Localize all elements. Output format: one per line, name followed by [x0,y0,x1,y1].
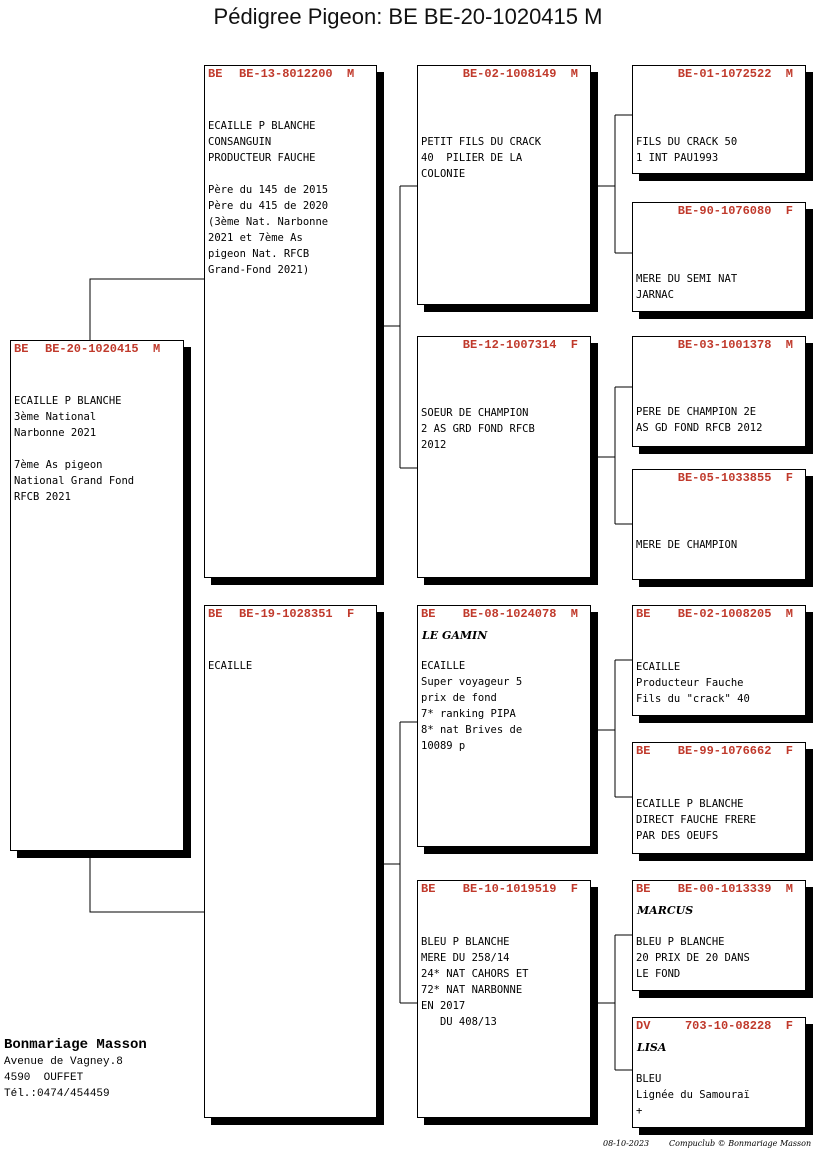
country-code: BE [14,342,29,356]
paternal-granddam-card[interactable] [417,336,591,578]
pigeon-notes: ECAILLE [208,660,253,672]
country-code: BE [636,744,651,758]
maternal-granddam-card[interactable] [417,880,591,1118]
ring-header [633,67,805,123]
sire-card[interactable] [204,65,377,578]
great-grandparent-card-8[interactable] [632,1017,806,1128]
great-grandparent-card-5[interactable] [632,605,806,716]
pigeon-name: MARCUS [637,904,694,917]
ring-number: BE-02-1008205 M [677,607,793,621]
pigeon-notes: MERE DE CHAMPION [636,539,738,551]
ring-number: BE-99-1076662 F [677,744,793,758]
ring-header [418,338,590,394]
great-grandparent-card-6[interactable] [632,742,806,854]
ring-number: BE-08-1024078 M [462,607,578,621]
great-grandparent-card-3[interactable] [632,336,806,447]
ring-number: BE-20-1020415 M [45,342,161,356]
country-code: BE [208,607,223,621]
ring-header [205,607,376,663]
print-date: 08-10-2023 [603,1139,650,1148]
ring-header [633,607,805,663]
ring-number: BE-19-1028351 F [239,607,355,621]
breeder-address-city: 4590 OUFFET [4,1072,84,1084]
country-code: BE [421,607,436,621]
country-code: BE [636,882,651,896]
pigeon-notes: PETIT FILS DU CRACK 40 PILIER DE LA COLONIE [421,136,542,180]
pigeon-name: LISA [637,1041,667,1054]
paternal-grandsire-card[interactable] [417,65,591,305]
country-code: BE [421,882,436,896]
breeder-name: Bonmariage Masson [4,1037,147,1053]
ring-number: BE-12-1007314 F [462,338,578,352]
ring-number: BE-01-1072522 M [677,67,793,81]
page-title: Pédigree Pigeon: BE BE-20-1020415 M [213,4,603,29]
ring-number: BE-13-8012200 M [239,67,355,81]
subject-pigeon-card[interactable] [10,340,184,851]
ring-header [633,204,805,260]
breeder-address-street: Avenue de Vagney.8 [4,1056,123,1068]
ring-header [633,338,805,394]
great-grandparent-card-4[interactable] [632,469,806,580]
country-code: DV [636,1019,651,1033]
pigeon-notes: ECAILLE Super voyageur 5 prix de fond 7* ranking PIPA 8* nat Brives de 10089 p [421,660,523,752]
country-code: BE [636,607,651,621]
ring-number: BE-90-1076080 F [677,204,793,218]
country-code: BE [208,67,223,81]
maternal-grandsire-card[interactable] [417,605,591,847]
pigeon-notes: ECAILLE P BLANCHE 3ème National Narbonne 2021 7ème As pigeon National Grand Fond RFCB 2021 [14,395,135,503]
pigeon-notes: BLEU P BLANCHE 20 PRIX DE 20 DANS LE FOND [636,936,750,980]
pigeon-notes: ECAILLE Producteur Fauche Fils du "crack" 40 [636,661,750,705]
great-grandparent-card-2[interactable] [632,202,806,312]
ring-header [205,67,376,123]
pigeon-name: LE GAMIN [422,629,488,642]
ring-number: BE-00-1013339 M [677,882,793,896]
great-grandparent-card-7[interactable] [632,880,806,991]
pigeon-notes: ECAILLE P BLANCHE CONSANGUIN PRODUCTEUR FAUCHE Père du 145 de 2015 Père du 415 de 2020 (3ème Nat. Narbonne 2021 et 7ème As pigeon Nat. RFCB Grand-Fond 2021) [208,120,329,276]
pigeon-notes: MERE DU SEMI NAT JARNAC [636,273,738,301]
ring-number: BE-05-1033855 F [677,471,793,485]
ring-header [11,342,183,398]
great-grandparent-card-1[interactable] [632,65,806,174]
software-credit: Compuclub © Bonmariage Masson [669,1139,812,1148]
ring-number: BE-03-1001378 M [677,338,793,352]
ring-number: 703-10-08228 F [684,1019,793,1033]
ring-number: BE-10-1019519 F [462,882,578,896]
pigeon-notes: FILS DU CRACK 50 1 INT PAU1993 [636,136,738,164]
breeder-info [4,1036,147,1102]
pigeon-notes: PERE DE CHAMPION 2E AS GD FOND RFCB 2012 [636,406,763,434]
dam-card[interactable] [204,605,377,1118]
pigeon-notes: BLEU P BLANCHE MERE DU 258/14 24* NAT CAHORS ET 72* NAT NARBONNE EN 2017 DU 408/13 [421,936,529,1028]
print-credit [603,1139,811,1148]
ring-header [633,471,805,527]
ring-header [418,882,590,938]
pigeon-notes: BLEU Lignée du Samouraï + [636,1073,750,1117]
ring-number: BE-02-1008149 M [462,67,578,81]
pigeon-notes: SOEUR DE CHAMPION 2 AS GRD FOND RFCB 2012 [421,407,535,451]
ring-header [418,67,590,123]
pigeon-notes: ECAILLE P BLANCHE DIRECT FAUCHE FRERE PAR DES OEUFS [636,798,757,842]
breeder-phone: Tél.:0474/454459 [4,1088,110,1100]
ring-header [633,744,805,800]
